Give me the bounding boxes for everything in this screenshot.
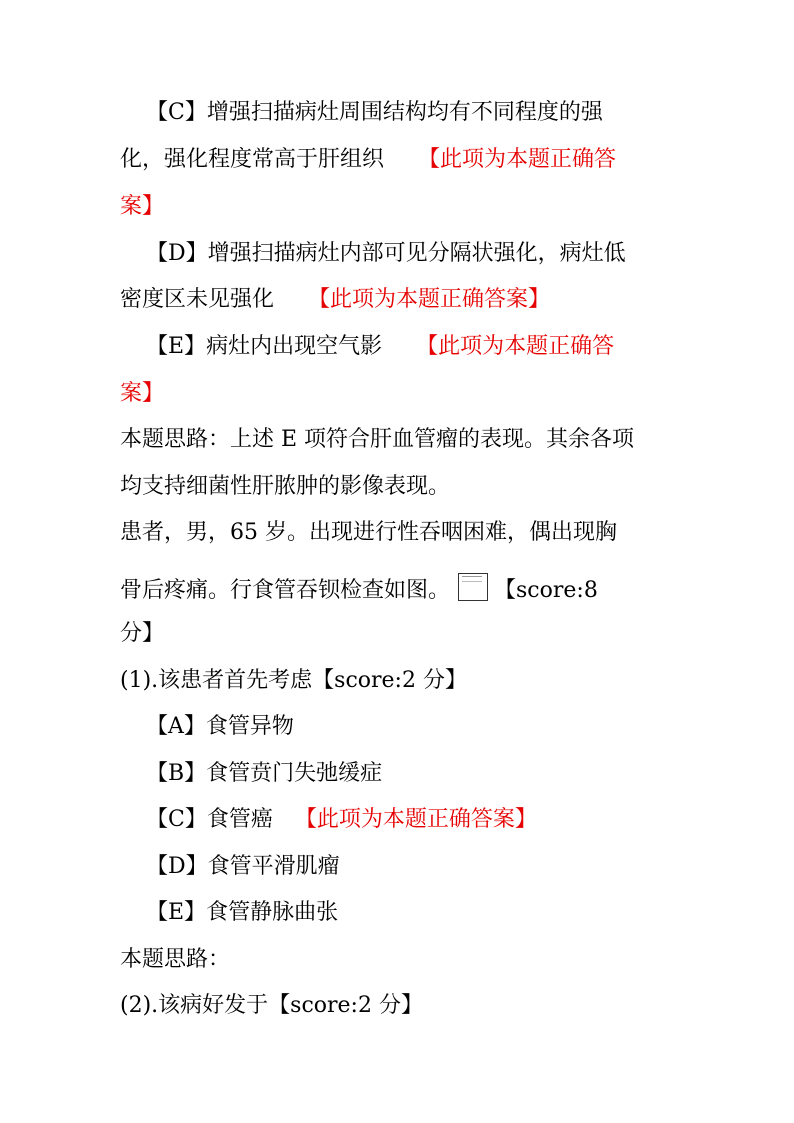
sub1-option-e <box>146 898 338 928</box>
option-e-line-1 <box>146 332 614 362</box>
sub-question-1-stem: (1).该患者首先考虑【score:2 分】 <box>120 668 467 693</box>
option-text: 食管异物 <box>205 714 294 739</box>
sub1-option-d <box>146 852 340 882</box>
correct-answer-marker: 【此项为本题正确答案】 <box>308 287 551 312</box>
option-c-line-2 <box>120 145 616 175</box>
sub1-option-c <box>146 805 537 835</box>
option-d-line-1 <box>146 239 626 269</box>
option-label: 【D】 <box>146 854 208 879</box>
option-label: 【E】 <box>146 900 207 925</box>
option-text: 化，强化程度常高于肝组织 <box>120 147 385 172</box>
case-stem-line-1: 患者，男，65 岁。出现进行性吞咽困难，偶出现胸 <box>120 520 617 545</box>
option-d-line-2 <box>120 285 550 315</box>
option-label: 【C】 <box>146 807 207 832</box>
option-label: 【A】 <box>146 714 206 739</box>
correct-answer-marker: 【此项为本题正确答 <box>416 334 615 359</box>
option-e-line-2 <box>120 379 164 409</box>
sub1-option-a <box>146 712 294 742</box>
correct-answer-marker: 案】 <box>120 194 165 219</box>
correct-answer-marker: 【此项为本题正确答 <box>418 147 617 172</box>
option-text: 食管贲门失弛缓症 <box>206 761 383 786</box>
case-stem-line-3: 分】 <box>120 621 165 646</box>
option-text: 食管癌 <box>206 807 273 832</box>
option-c-line-3 <box>120 192 164 222</box>
option-label: 【B】 <box>146 761 207 786</box>
correct-answer-marker: 案】 <box>120 381 165 406</box>
option-text: 密度区未见强化 <box>120 287 275 312</box>
case-stem-line-2 <box>120 573 598 606</box>
option-label: 【D】 <box>146 241 208 266</box>
option-text: 食管静脉曲张 <box>206 900 339 925</box>
sub1-analysis: 本题思路： <box>120 947 231 972</box>
option-label: 【E】 <box>146 334 207 359</box>
option-text: 病灶内出现空气影 <box>206 334 383 359</box>
score-label: 【score:8 <box>494 578 598 603</box>
case-stem-text: 骨后疼痛。行食管吞钡检查如图。 <box>120 578 451 603</box>
option-c-line-1 <box>146 98 603 128</box>
analysis-line-2: 均支持细菌性肝脓肿的影像表现。 <box>120 474 451 499</box>
option-label: 【C】 <box>146 100 207 125</box>
analysis-line-1: 本题思路：上述 E 项符合肝血管瘤的表现。其余各项 <box>120 427 635 452</box>
option-text: 增强扫描病灶内部可见分隔状强化，病灶低 <box>207 241 626 266</box>
option-text: 增强扫描病灶周围结构均有不同程度的强 <box>206 100 603 125</box>
sub-question-2-stem: (2).该病好发于【score:2 分】 <box>120 993 423 1018</box>
option-text: 食管平滑肌瘤 <box>207 854 340 879</box>
barium-swallow-image-placeholder[interactable] <box>458 573 488 601</box>
sub1-option-b <box>146 759 382 789</box>
correct-answer-marker: 【此项为本题正确答案】 <box>294 807 537 832</box>
